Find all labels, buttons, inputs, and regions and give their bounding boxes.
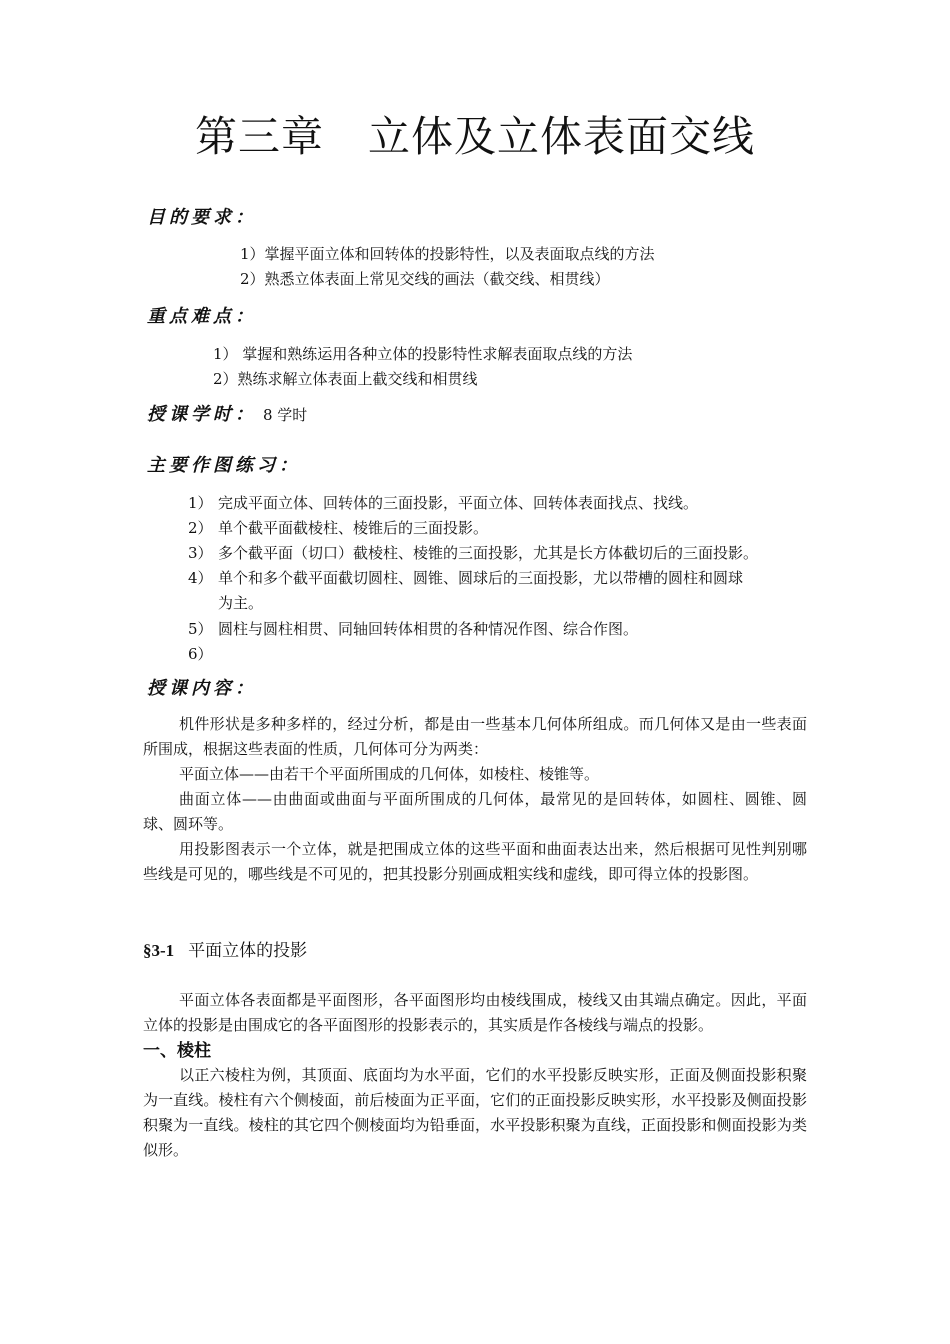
keypoints-item-1: 1） 掌握和熟练运用各种立体的投影特性求解表面取点线的方法: [213, 345, 633, 363]
content-paragraph-3: 曲面立体——由曲面或曲面与平面所围成的几何体，最常见的是回转体，如圆柱、圆锥、圆球、圆环等。: [143, 790, 807, 833]
goals-item-1: 1）掌握平面立体和回转体的投影特性，以及表面取点线的方法: [240, 245, 655, 263]
content-paragraph-4: 用投影图表示一个立体，就是把围成立体的这些平面和曲面表达出来，然后根据可见性判别哪些线是可见的，哪些线是不可见的，把其投影分别画成粗实线和虚线，即可得立体的投影图。: [143, 840, 807, 883]
chapter-title: [0, 104, 950, 164]
keypoints-heading: 重点难点：: [147, 306, 257, 327]
hours-value: 8 学时: [263, 406, 308, 424]
chapter-number: 第三章: [194, 112, 324, 161]
hours-heading-label: 授课学时：: [147, 404, 257, 425]
prism-paragraph: 以正六棱柱为例，其顶面、底面均为水平面，它们的水平投影反映实形，正面及侧面投影积聚为一直线。棱柱有六个侧棱面，前后棱面为正平面，它们的正面投影反映实形，水平投影及侧面投影积聚为一直线。棱柱的其它四个侧棱面均为铅垂面，水平投影积聚为直线，正面投影和侧面投影为类似形。: [143, 1066, 807, 1159]
goals-item-2: 2）熟悉立体表面上常见交线的画法（截交线、相贯线）: [240, 270, 610, 288]
content-paragraph-2: 平面立体——由若干个平面所围成的几何体，如棱柱、棱锥等。: [179, 765, 600, 783]
section-number: §3-1: [143, 941, 175, 960]
section-title: [143, 936, 307, 961]
keypoints-item-2: 2）熟练求解立体表面上截交线和相贯线: [213, 370, 478, 388]
exercise-item-3: 3） 多个截平面（切口）截棱柱、棱锥的三面投影，尤其是长方体截切后的三面投影。: [188, 544, 759, 562]
content-paragraph-1: 机件形状是多种多样的，经过分析，都是由一些基本几何体所组成。而几何体又是由一些表面所围成，根据这些表面的性质，几何体可分为两类：: [143, 715, 807, 758]
exercise-item-2: 2） 单个截平面截棱柱、棱锥后的三面投影。: [188, 519, 489, 537]
exercises-heading: 主要作图练习：: [147, 455, 301, 476]
section-name: 平面立体的投影: [188, 941, 308, 961]
exercise-item-1: 1） 完成平面立体、回转体的三面投影，平面立体、回转体表面找点、找线。: [188, 494, 699, 512]
goals-heading: 目的要求：: [147, 207, 257, 228]
hours-heading: [147, 400, 307, 426]
content-heading: 授课内容：: [147, 678, 257, 699]
chapter-name: 立体及立体表面交线: [368, 112, 756, 161]
section-intro: 平面立体各表面都是平面图形，各平面图形均由棱线围成，棱线又由其端点确定。因此，平面立体的投影是由围成它的各平面图形的投影表示的，其实质是作各棱线与端点的投影。: [143, 991, 807, 1034]
exercise-item-5: 5） 圆柱与圆柱相贯、同轴回转体相贯的各种情况作图、综合作图。: [188, 620, 639, 638]
exercise-item-4: 4） 单个和多个截平面截切圆柱、圆锥、圆球后的三面投影，尤以带槽的圆柱和圆球: [188, 569, 744, 587]
prism-heading: 一、棱柱: [143, 1041, 211, 1061]
exercise-item-4-cont: 为主。: [218, 594, 264, 612]
exercise-item-6: 6）: [188, 645, 213, 663]
